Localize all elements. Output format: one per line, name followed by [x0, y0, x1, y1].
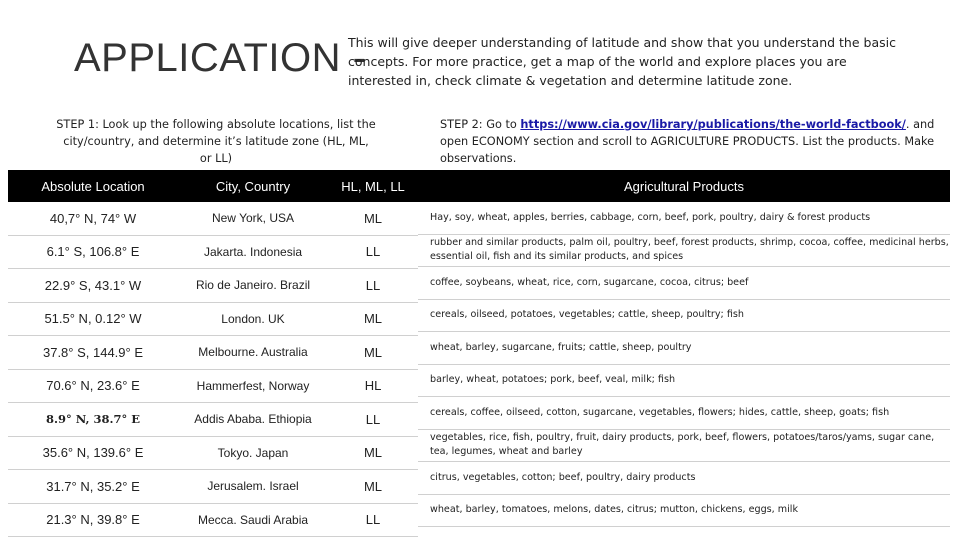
table-row [8, 437, 418, 471]
header-products: Agricultural Products [624, 178, 744, 194]
table-row [8, 336, 418, 370]
products-row: Hay, soy, wheat, apples, berries, cabbage, corn, beef, pork, poultry, dairy & forest products [418, 202, 950, 235]
step2-prefix: STEP 2: Go to [440, 118, 521, 131]
cell-zone: LL [365, 244, 381, 260]
cell-zone: ML [363, 344, 383, 360]
table-row [8, 303, 418, 337]
cell-location: 22.9° S, 43.1° W [44, 277, 142, 293]
cell-city: Tokyo. Japan [217, 445, 289, 460]
cell-zone: LL [365, 411, 381, 427]
header-zone: HL, ML, LL [341, 178, 405, 194]
cell-city: Jerusalem. Israel [207, 479, 299, 494]
cell-location: 70.6° N, 23.6° E [46, 378, 140, 394]
products-header [418, 170, 950, 202]
step2-suffix: . and open ECONOMY section and scroll to AGRICULTURE PRODUCTS. List the products. Make observations. [440, 118, 935, 165]
cell-location: 40,7° N, 74° W [49, 210, 137, 226]
table-row [8, 403, 418, 437]
table-row [8, 470, 418, 504]
products-row: rubber and similar products, palm oil, poultry, beef, forest products, shrimp, cocoa, coffee, medicinal herbs, essential oil, fish and its similar products, and spices [418, 235, 950, 268]
cell-location: 8.9° N, 38.7° E [45, 412, 141, 427]
products-row: cereals, oilseed, potatoes, vegetables; cattle, sheep, poultry; fish [418, 300, 950, 333]
cell-city: New York, USA [211, 211, 295, 226]
table-row [8, 269, 418, 303]
cell-zone: ML [363, 478, 383, 494]
table-row [8, 504, 418, 538]
products-row: vegetables, rice, fish, poultry, fruit, dairy products, pork, beef, flowers, potatoes/taros/yams, sugar cane, tea, legumes, wheat and barley [418, 430, 950, 463]
cell-location: 31.7° N, 35.2° E [46, 478, 140, 494]
table-row [8, 236, 418, 270]
cell-location: 21.3° N, 39.8° E [46, 512, 140, 528]
cell-city: Addis Ababa. Ethiopia [194, 412, 312, 427]
products-row: coffee, soybeans, wheat, rice, corn, sugarcane, cocoa, citrus; beef [418, 267, 950, 300]
products-row: cereals, coffee, oilseed, cotton, sugarcane, vegetables, flowers; hides, cattle, sheep, goats; fish [418, 397, 950, 430]
cell-location: 37.8° S, 144.9° E [42, 344, 144, 360]
cell-zone: LL [365, 512, 381, 528]
table-header [8, 170, 418, 202]
cell-location: 6.1° S, 106.8° E [46, 244, 140, 260]
products-row: barley, wheat, potatoes; pork, beef, veal, milk; fish [418, 365, 950, 398]
cell-location: 35.6° N, 139.6° E [42, 445, 144, 461]
products-row: wheat, barley, tomatoes, melons, dates, citrus; mutton, chickens, eggs, milk [418, 495, 950, 528]
header-city: City, Country [215, 178, 291, 194]
cell-zone: ML [363, 445, 383, 461]
products-table [418, 170, 950, 527]
products-row: citrus, vegetables, cotton; beef, poultry, dairy products [418, 462, 950, 495]
cell-city: Jakarta. Indonesia [203, 244, 303, 259]
cell-zone: LL [365, 277, 381, 293]
cell-zone: ML [363, 311, 383, 327]
locations-table [8, 170, 418, 537]
products-row: wheat, barley, sugarcane, fruits; cattle, sheep, poultry [418, 332, 950, 365]
factbook-link[interactable]: https://www.cia.gov/library/publications/the-world-factbook/ [520, 118, 906, 131]
step2-instructions [440, 116, 940, 167]
cell-city: Melbourne. Australia [198, 345, 308, 360]
cell-location: 51.5° N, 0.12° W [44, 311, 142, 327]
cell-city: Hammerfest, Norway [196, 378, 310, 393]
page-title: APPLICATION - [74, 36, 367, 80]
header-location: Absolute Location [41, 178, 145, 194]
cell-zone: ML [363, 210, 383, 226]
table-row [8, 370, 418, 404]
table-row [8, 202, 418, 236]
intro-text: This will give deeper understanding of latitude and show that you understand the basic concepts. For more practice, get a map of the world and explore places you are interested in, check climate & vegetation and determine latitude zone. [348, 35, 896, 88]
cell-city: Mecca. Saudi Arabia [197, 512, 309, 527]
cell-zone: HL [364, 378, 382, 394]
step1-instructions: STEP 1: Look up the following absolute locations, list the city/country, and determine it’s latitude zone (HL, ML, or LL) [56, 118, 376, 165]
cell-city: London. UK [221, 311, 285, 326]
cell-city: Rio de Janeiro. Brazil [195, 278, 311, 293]
